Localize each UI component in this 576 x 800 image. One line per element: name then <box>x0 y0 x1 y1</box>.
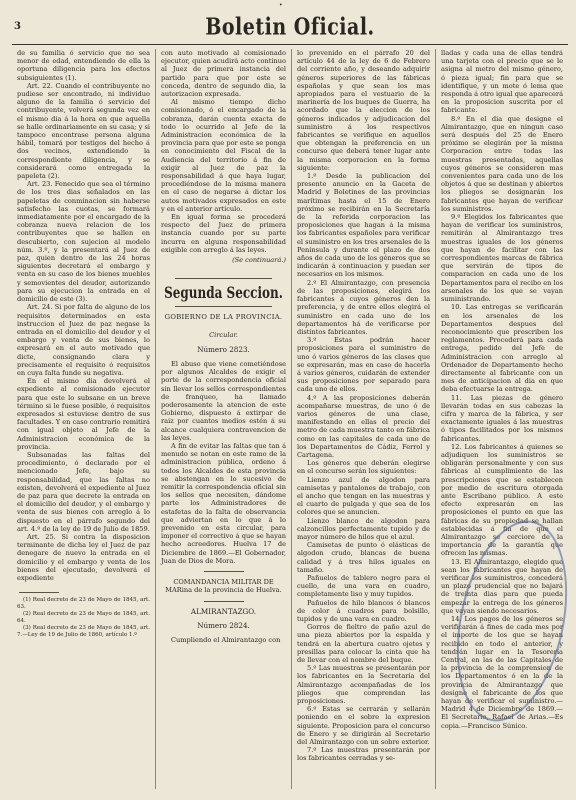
circular-label: Circular. <box>209 331 238 340</box>
column-4 <box>435 49 568 789</box>
paragraph: lladas y cada una de ellas tendrá una tarjeta con el precio que se le asigna al metro del mismo género, ó pieza igual; fin para que se identifique, y un mote ó lema que responda á otro igual que aparecerá en la proposicion suscrita por el fabricante. <box>441 49 563 115</box>
page-number: 3 <box>14 21 21 32</box>
section-rule-top <box>175 278 272 279</box>
paragraph: 12. Los fabricantes á quienes se adjudiquen los suministros se obligarán personalmente y con sus fábricas al cumplimiento de las prescripciones que se establecen por medio de escritura otorgada ante Escribano público. A este efecto expresarán en las proposiciones el punto en que las fábricas de su propiedad se hallan establecidas á fin de que el Almirantazgo se cerciore de la importancia de la garantía que ofrecen las mismas. <box>441 442 563 558</box>
footnote: (1) Real decreto de 23 de Mayo de 1845, art. 63. <box>17 597 150 611</box>
column-2 <box>155 49 291 789</box>
paragraph: con auto motivado al comisionado ejecutor, quien acudirá acto continuo al Juez de primera instancia del partido para que por este se conceda, dentro de segundo dia, la autorizacion expresada. <box>161 49 286 99</box>
paragraph: lo prevenido en el párrafo 20 del artículo 44 de la ley de 6 de Febrero del corriente año, y deseando adquirir géneros superiores de las fábricas españolas y que sean los mas apropiados para el vestuario de la marinería de los buques de Guerra, ha acordado que la eleccion de los géneros indicados y adjudicacion del suministro á los respectivos fabricantes se verifique en aquellos que obtengan la preferencia en un concurso que deberá tener lugar ante la misma corporacion en la forma siguiente: <box>297 49 430 172</box>
section-title: Segunda Seccion. <box>164 284 283 303</box>
paragraph: En el mismo dia devolverá el expediente al comisionado ejecutor para que este lo subsane en un breve término si le fuese posible, ó requisitos expresados si estuviese dentro de sus facultades. Y en caso contrario remitirá con igual objeto al Jefe de la Administracion económica de la provincia. <box>17 377 150 451</box>
columns <box>12 49 568 789</box>
column-3 <box>291 49 435 789</box>
masthead <box>12 4 568 42</box>
paragraph: A fin de evitar las faltas que tan á menudo se notan en este ramo de la administracion pública, ordeno á todos los Alcaldes de esta provincia se abstengan en lo sucesivo de remitir la correspondencia oficial sin los sellos que necesiten, dándome parte los Administradores de estafetas de la falta de observancia que adviertan en lo que á lo prevenido en esta circular, para imponer el correctivo á que se hayan hecho acreedores. Huelva 17 de Diciembre de 1869.—El Gobernador, Juan de Dios de Mora. <box>161 441 286 565</box>
paragraph: 6.º Estas se cerrarán y sellarán poniendo en el sobre la expresion siguiente. Proposicion para el concurso de Enero y se dirigirán al Secretario del Almirantazgo con un sobre exterior. <box>297 705 430 747</box>
continued-note: (Se continuará.) <box>232 256 286 265</box>
paragraph: El abuso que viene cometiéndose por algunos Alcaldes de exigir el porte de la correspondencia oficial sin llevar los sellos correspondientes de franqueo, ha llamado poderosamente la atencion de este Gobierno, dispuesto á extirpar de raiz por cuantos medios estén á su alcance cualquiera contravencion de las leyes. <box>161 359 286 442</box>
paragraph: de su familia ó servicio que no sea menor de edad, entendiendo de ella la oportuna diligencia para los efectos subsiguientes (1). <box>17 49 150 82</box>
paragraph: 13. El Almirantazgo, elegido que sean los fabricantes que hayan de verificar los suministros, concederá un plazo prudencial que no bajará de treinta dias para que pueda empezar la entrega de los géneros que vayan siendo necesarios. <box>441 557 563 615</box>
column-1 <box>12 49 155 789</box>
paragraph: 7.º Las muestras presentarán por los fabricantes cerradas y se- <box>297 746 430 763</box>
paragraph: Camisetas de punto ó elásticas de algodon crudo, blancas de buena calidad y á tres hilos iguales en tamaño. <box>297 541 430 574</box>
paragraph: Cumpliendo el Almirantazgo con <box>171 636 281 645</box>
gov-heading: GOBIERNO DE LA PROVINCIA. <box>164 313 283 322</box>
paragraph: Art. 22. Cuando el contribuyente no pudiese ser encontrado, ni individuo alguno de la familia ó servicio del contribuyente, volverá segunda vez en el mismo dia á la hora en que aquella se halle ordinariamente en su casa; y si tampoco encontrase persona alguna hábil, tomará por testigos del hecho á dos vecinos, extendiendo la correspondiente diligencia, y se considerará como entregada la papeleta (2). <box>17 81 150 181</box>
paragraph: 2.º El Almirantazgo, con presencia de las proposiciones, elegirá los fabricantes á cuyos géneros den la preferencia, y de entre ellos elegirá el suministro en cada uno de los departamentos há de verificarse por distintos fabricantes. <box>297 278 430 336</box>
paragraph: Gorros de fieltro de paño azul de una pieza abiertos por la espalda y tendrá en la abertura cuatro ojetes y presillas para colocar la cinta que ha de llevar con el nombre del buque. <box>297 623 430 665</box>
paragraph: Art. 24. Si por falta de alguno de los requisitos determinados en esta instruccion el Juez de paz negase la entrada en el domicilio del deudor y el embargo y venta de sus bienes, lo expresará en el auto motivado que dicte, consignando clara y precisamente el requisito ó requisitos en cuya falta funde su negativa. <box>17 303 150 377</box>
paragraph: Los géneros que deberán elegirse en el concurso serán los siguientes: <box>297 459 430 476</box>
paragraph: 3.º Estas podrán hacer proposiciones para el suministro de uno ó varios géneros de las clases que se expresarán, mas en caso de hacerla á varios géneros, cuidarán de extender sus proposiciones por separado para cada uno de ellos. <box>297 336 430 394</box>
paragraph: 8.º En el dia que designe el Almirantazgo, que en ningun caso será después del 25 de Enero próximo se elegirán por la misma Corporacion entre todas las muestras presentadas, aquellas cuyos géneros se consideren mas convenientes para cada uno de los objetos á que se destinan y abiertos los pliegos se designarán los fabricantes que hayan de verificar los suministros. <box>441 114 563 213</box>
paragraph: Pañuelos de hilo blancos ó blancos de color á cuadros para bolsillo, tupidos y de una vara en cuadro. <box>297 598 430 624</box>
paragraph: Lienzo azul de algodon para camisetas y pantalones de trabajo, con el ancho que tengan en las muestras y el cuarto de pulgada y que sea de los colores que se anuncien. <box>297 475 430 517</box>
divider <box>204 571 244 572</box>
footnote-rule <box>19 592 59 593</box>
print-mark: • <box>279 2 283 9</box>
paragraph: Art. 25. Si contra la disposicion terminante de dicha ley el Juez de paz denegare de nuevo la entrada en el domicilio y el embargo y venta de los bienes del ejecutado, devolverá el expediente <box>17 532 150 582</box>
paragraph: 9.º Elegidos los fabricantes que hayan de verificar los suministros, remitirán al Almirantazgo tres muestras iguales de los géneros que hayan de facilitar con las correspondientes marcas de fábrica que servirán de tipos de comparacion en cada uno de los Departamentos para el recibo en los arsenales de los que se vayan suministrando. <box>441 213 563 304</box>
paragraph: Pañuelos de tablero negro para el cuello, de una vara en cuadro, completamente liso y muy tupidos. <box>297 574 430 599</box>
numero-label: Número 2823. <box>197 344 250 354</box>
numero-label: Número 2824. <box>197 620 250 630</box>
paragraph: Al mismo tiempo dicho comisionado, ó el encargado de la cobranza, darán cuenta exacta de todo lo ocurrido al Jefe de la Administracion económica de la provincia para que por este se ponga en conocimiento del Fiscal de la Audiencia del territorio á fin de exigir al Juez de paz la responsabilidad á que haya lugar, procediéndose de la misma manera en el caso de negarse á dictar los autos motivados expresados en este y en el anterior artículo. <box>161 98 286 213</box>
footnote: (2) Real decreto de 23 de Mayo de 1845, art. 64. <box>17 611 150 625</box>
header-rule <box>12 44 568 45</box>
paragraph: Subsanadas las faltas del procedimiento, ó declarado por el mencionado Jefe, bajo su responsabilidad, que las faltas no existen, devolverá el expediente al Juez de paz para que decrete la entrada en el domicilio del deudor, y el embargo y venta de sus bienes con arreglo á lo dispuesto en el párrafo segundo del art. 4.º de la ley de 19 de Julio de 1859. <box>17 450 150 533</box>
paragraph: 5.º Las muestras se presentarán por los fabricantes en la Secretaría del Almirantazgo acompañadas de los pliegos que comprendan las proposiciones. <box>297 664 430 706</box>
paragraph: 1.º Desde la publicacion del presente anuncio en la Gaceta de Madrid y Boletines de las provincias marítimas hasta el 15 de Enero próximo se recibirán en la Secretaría de la referida corporacion las proposiciones que hagan á la misma los fabricantes españoles para verificar el suministro en los tres arsenales de la Península y durante el plazo de dos años de cada uno de los géneros que se indicarán á continuacion y puedan ser necesarios en los mismos. <box>297 172 430 279</box>
paragraph: 10. Las entregas se verificarán en los arsenales de los Departamentos despues del reconocimiento que prescriben los reglamentos. Procederá para cada entrega, pedido del Jefe de Administracion con arreglo al Ordenador de Departamento hecho directamente al fabricante con un mes de anticipacion al dia en que deba efectuarse la entrega. <box>441 303 563 394</box>
paragraph: En igual forma se procederá respecto del Juez de primera instancia cuando por su parte incurra en alguna responsabilidad exigible con arreglo á las leyes. <box>161 213 286 254</box>
paragraph: 4.º A las proposiciones deberán acompañarse muestras, de uno ó de varios géneros de una clase, manifestando en ellas el precio del metro de cada muestra tanto en fábrica como en las capitales de cada uno de los Departamentos de Cádiz, Ferrol y Cartagena. <box>297 393 430 459</box>
footnote: (3) Real decreto de 23 de Mayo de 1845, art. 7.—Ley de 19 de Julio de 1860, artículo 1.º <box>17 625 150 639</box>
comandancia-heading: COMANDANCIA MILITAR DE MARina de la provincia de Huelva. <box>165 577 282 595</box>
paragraph: Art. 23. Fenecido que sea el término de los tres dias señalados en las papeletas de conminacion sin haberse satisfecho las cuotas, se formará inmediatamente por el encargado de la cobranza nueva relacion de los contribuyentes que se hallen en descubierto, con sujecion al modelo núm. 3.º, y la presentará al Juez de paz, quien dentro de las 24 horas siguientes decretará el embargo y venta en su caso de los bienes muebles y semovientes del deudor, autorizando para su ejecucion la entrada en el domicilio de este (3). <box>17 180 150 304</box>
divider <box>204 601 244 602</box>
page-title: Boletin Oficial. <box>205 13 375 41</box>
footnotes <box>17 597 150 639</box>
paragraph: 14. Los pagos de los géneros se verificarán á fines de cada mes por el importe de los que se hayan recibido en todo el anterior, y tendrán lugar en la Tesorería Central, en las de las Capitales de la provincia de la comprension de los Departamentos ó en la de la provincia de Almirantazgo que designe el fabricante de los que hayan de verificar el suministro.—Madrid 4 de Diciembre de 1869.—El Secretario, Rafael de Arias.—Es copia.—Francisco Súnico. <box>441 615 563 730</box>
paragraph: Lienzo blanco de algodon para calzoncillos perfectamente tupido y de mayor número de hilos que el azul. <box>297 516 430 541</box>
almirantazgo-heading: ALMIRANTAZGO. <box>190 606 257 616</box>
section-rule-bottom <box>175 306 272 307</box>
paragraph: 11. Las piezas de género llevarán todas en sus cabezas la cifra y marca de la fábrica, y ser exactamente iguales á las muestras ó tipos facilitados por los mismos fabricantes. <box>441 393 563 443</box>
